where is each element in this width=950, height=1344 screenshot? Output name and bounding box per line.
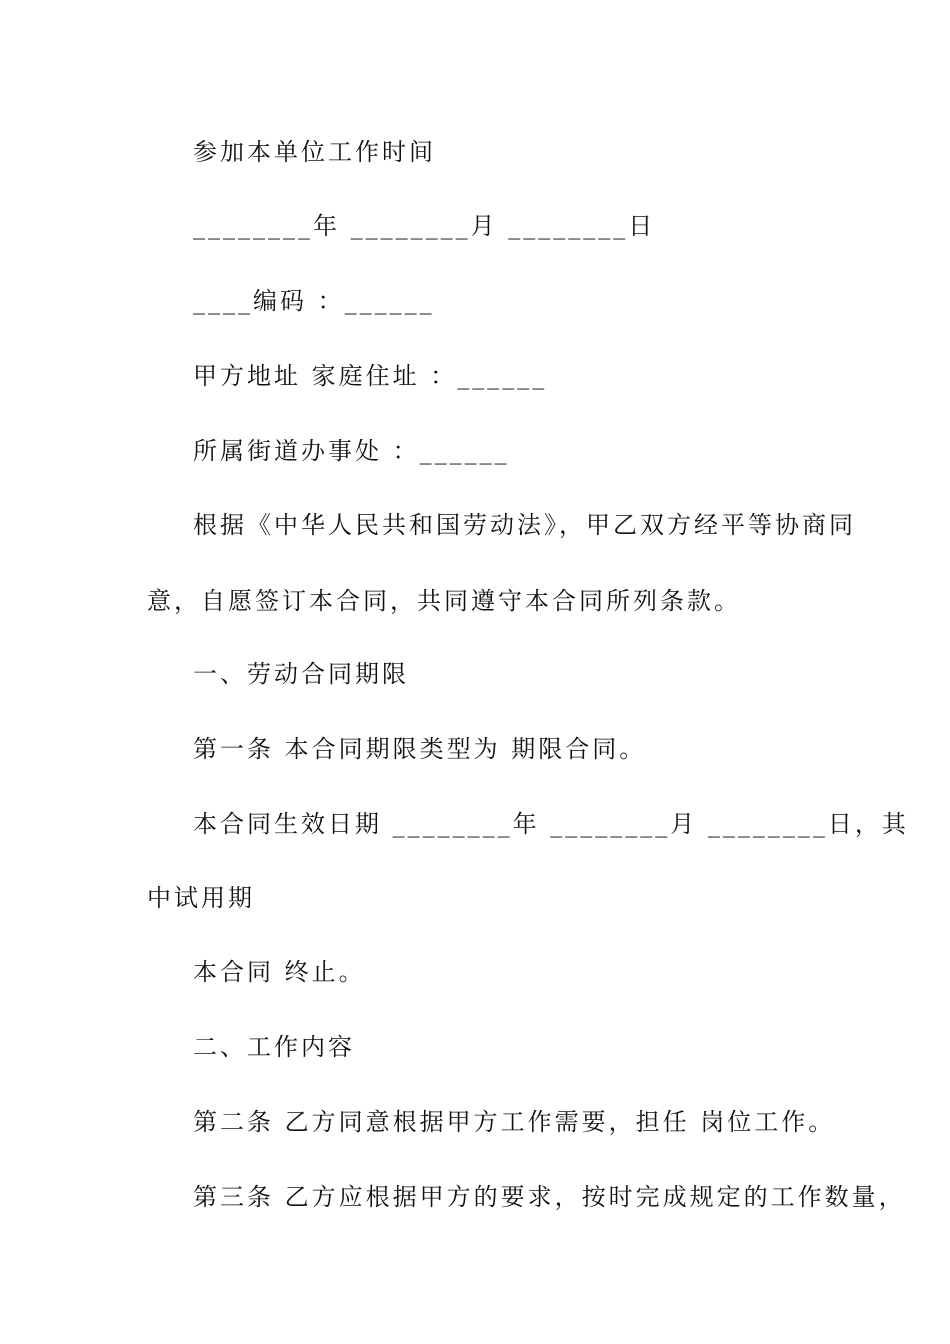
preamble-line-1: 根据《中华人民共和国劳动法》，甲乙双方经平等协商同 (193, 511, 856, 539)
party-a-address-field: 甲方地址 家庭住址 ：______ (193, 362, 548, 390)
section-1-heading: 一、劳动合同期限 (193, 660, 409, 688)
code-field: ____编码 ：______ (193, 287, 435, 315)
preamble-line-2: 意，自愿签订本合同，共同遵守本合同所列条款。 (147, 587, 741, 615)
section-2-heading: 二、工作内容 (193, 1033, 355, 1061)
effective-date-line: 本合同生效日期 ________年 ________月 ________日，其 (193, 810, 909, 838)
article-1: 第一条 本合同期限类型为 期限合同。 (193, 735, 647, 763)
termination-line: 本合同 终止。 (193, 958, 366, 986)
article-3: 第三条 乙方应根据甲方的要求，按时完成规定的工作数量， (193, 1183, 906, 1211)
work-start-date-blanks: ________年 ________月 ________日 (193, 212, 656, 240)
probation-line: 中试用期 (147, 884, 255, 912)
article-2: 第二条 乙方同意根据甲方工作需要，担任 岗位工作。 (193, 1108, 836, 1136)
subdistrict-office-field: 所属街道办事处 ：______ (193, 437, 510, 465)
work-start-time-label: 参加本单位工作时间 (193, 138, 436, 166)
